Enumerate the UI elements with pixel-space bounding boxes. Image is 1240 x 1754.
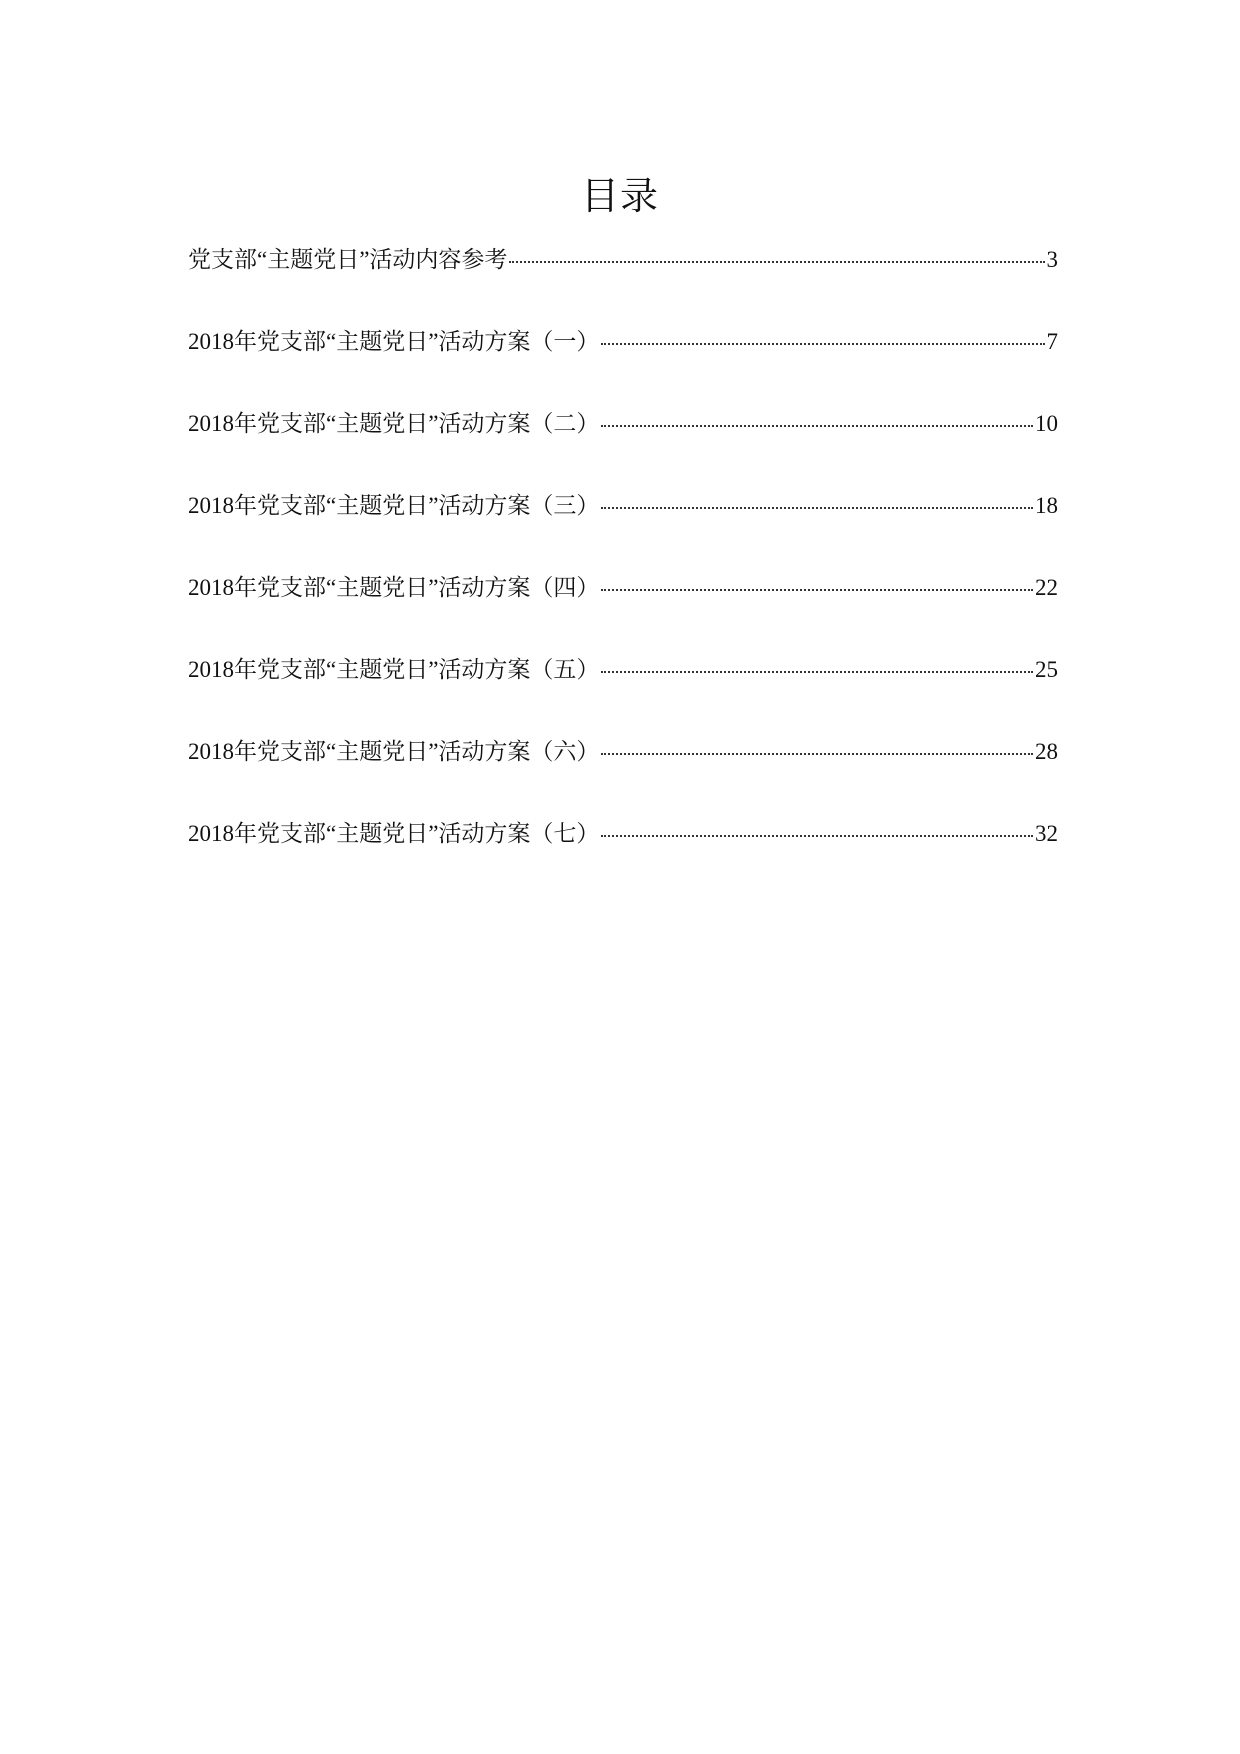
toc-entry-label: 2018年党支部“主题党日”活动方案（二） <box>188 411 600 436</box>
toc-entry-page: 18 <box>1035 493 1058 518</box>
toc-list <box>188 245 1058 901</box>
toc-entry-page: 7 <box>1046 329 1058 354</box>
toc-entry-label: 2018年党支部“主题党日”活动方案（五） <box>188 657 600 682</box>
toc-entry-label: 2018年党支部“主题党日”活动方案（一） <box>188 329 600 354</box>
toc-entry-page: 3 <box>1046 247 1058 272</box>
dot-leader <box>601 753 1033 755</box>
dot-leader <box>601 425 1033 427</box>
toc-entry[interactable] <box>188 737 1058 819</box>
toc-entry-page: 25 <box>1035 657 1058 682</box>
toc-entry-label: 2018年党支部“主题党日”活动方案（七） <box>188 821 600 846</box>
toc-entry-page: 22 <box>1035 575 1058 600</box>
toc-entry[interactable] <box>188 655 1058 737</box>
toc-entry-label: 党支部“主题党日”活动内容参考 <box>188 247 508 272</box>
toc-entry[interactable] <box>188 327 1058 409</box>
toc-entry-page: 10 <box>1035 411 1058 436</box>
dot-leader <box>601 835 1033 837</box>
toc-entry-label: 2018年党支部“主题党日”活动方案（三） <box>188 493 600 518</box>
toc-entry-page: 28 <box>1035 739 1058 764</box>
toc-entry[interactable] <box>188 409 1058 491</box>
toc-entry-page: 32 <box>1035 821 1058 846</box>
toc-title: 目录 <box>580 174 659 218</box>
toc-entry[interactable] <box>188 819 1058 901</box>
dot-leader <box>601 589 1033 591</box>
dot-leader <box>509 261 1044 263</box>
toc-entry-label: 2018年党支部“主题党日”活动方案（四） <box>188 575 600 600</box>
toc-entry[interactable] <box>188 491 1058 573</box>
toc-entry-label: 2018年党支部“主题党日”活动方案（六） <box>188 739 600 764</box>
toc-entry[interactable] <box>188 573 1058 655</box>
dot-leader <box>601 671 1033 673</box>
dot-leader <box>601 507 1033 509</box>
dot-leader <box>601 343 1044 345</box>
toc-entry[interactable] <box>188 245 1058 327</box>
